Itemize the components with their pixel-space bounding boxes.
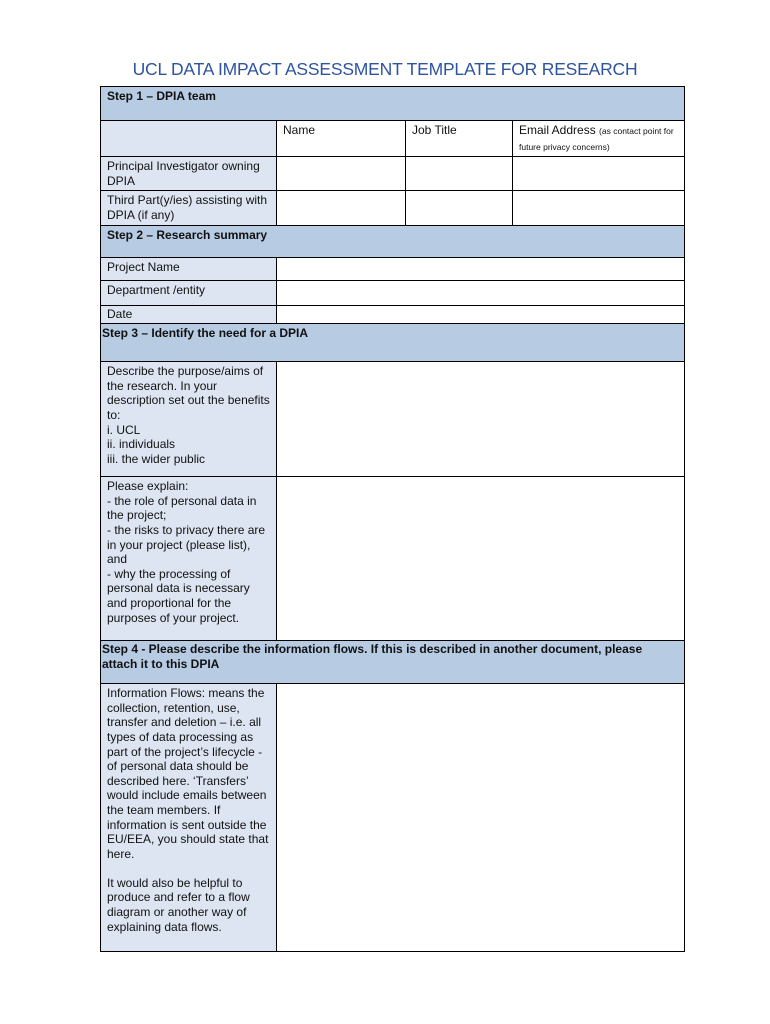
step2-heading: Step 2 – Research summary bbox=[101, 225, 685, 257]
col-header-email-note: (as contact point for future privacy concerns) bbox=[519, 126, 674, 152]
step1-header-empty-cell bbox=[101, 121, 277, 157]
personal-data-explain-field[interactable] bbox=[277, 477, 685, 641]
step4-heading: Step 4 - Please describe the information flows. If this is described in another document, please attach it to this DPIA bbox=[101, 641, 685, 684]
row-label-principal-investigator: Principal Investigator owning DPIA bbox=[101, 157, 277, 191]
project-name-field[interactable] bbox=[277, 257, 685, 280]
pi-job-title-field[interactable] bbox=[406, 157, 513, 191]
col-header-email bbox=[513, 121, 685, 157]
information-flows-field[interactable] bbox=[277, 684, 685, 952]
document-title: UCL DATA IMPACT ASSESSMENT TEMPLATE FOR RESEARCH bbox=[132, 59, 638, 79]
third-party-job-title-field[interactable] bbox=[406, 191, 513, 225]
pi-email-field[interactable] bbox=[513, 157, 685, 191]
row-label-third-party: Third Part(y/ies) assisting with DPIA (if any) bbox=[101, 191, 277, 225]
information-flows-prompt: Information Flows: means the collection, retention, use, transfer and deletion – i.e. all types of data processing as part of the project’s lifecycle - of personal data should be described here. ‘Transfers’ would include emails between the team members. If information is sent outside the EU/EEA, you should state that here. It would also be helpful to produce and refer to a flow diagram or another way of explaining data flows. bbox=[101, 684, 277, 952]
col-header-name: Name bbox=[277, 121, 406, 157]
pi-name-field[interactable] bbox=[277, 157, 406, 191]
third-party-email-field[interactable] bbox=[513, 191, 685, 225]
row-label-project-name: Project Name bbox=[101, 257, 277, 280]
step3-heading: Step 3 – Identify the need for a DPIA bbox=[101, 324, 685, 362]
personal-data-explain-prompt: Please explain: - the role of personal data in the project; - the risks to privacy there are in your project (please list), and - why the processing of personal data is necessary and proportional for the purposes of your project. bbox=[101, 477, 277, 641]
purpose-aims-prompt: Describe the purpose/aims of the research. In your description set out the benefits to: i. UCL ii. individuals iii. the wider public bbox=[101, 362, 277, 477]
dpia-form bbox=[100, 86, 684, 952]
step1-heading: Step 1 – DPIA team bbox=[101, 87, 685, 121]
department-field[interactable] bbox=[277, 280, 685, 305]
col-header-job-title: Job Title bbox=[406, 121, 513, 157]
row-label-date: Date bbox=[101, 305, 277, 324]
purpose-aims-field[interactable] bbox=[277, 362, 685, 477]
col-header-email-label: Email Address bbox=[519, 123, 596, 137]
row-label-department: Department /entity bbox=[101, 280, 277, 305]
third-party-name-field[interactable] bbox=[277, 191, 406, 225]
date-field[interactable] bbox=[277, 305, 685, 324]
dpia-table bbox=[100, 86, 685, 952]
